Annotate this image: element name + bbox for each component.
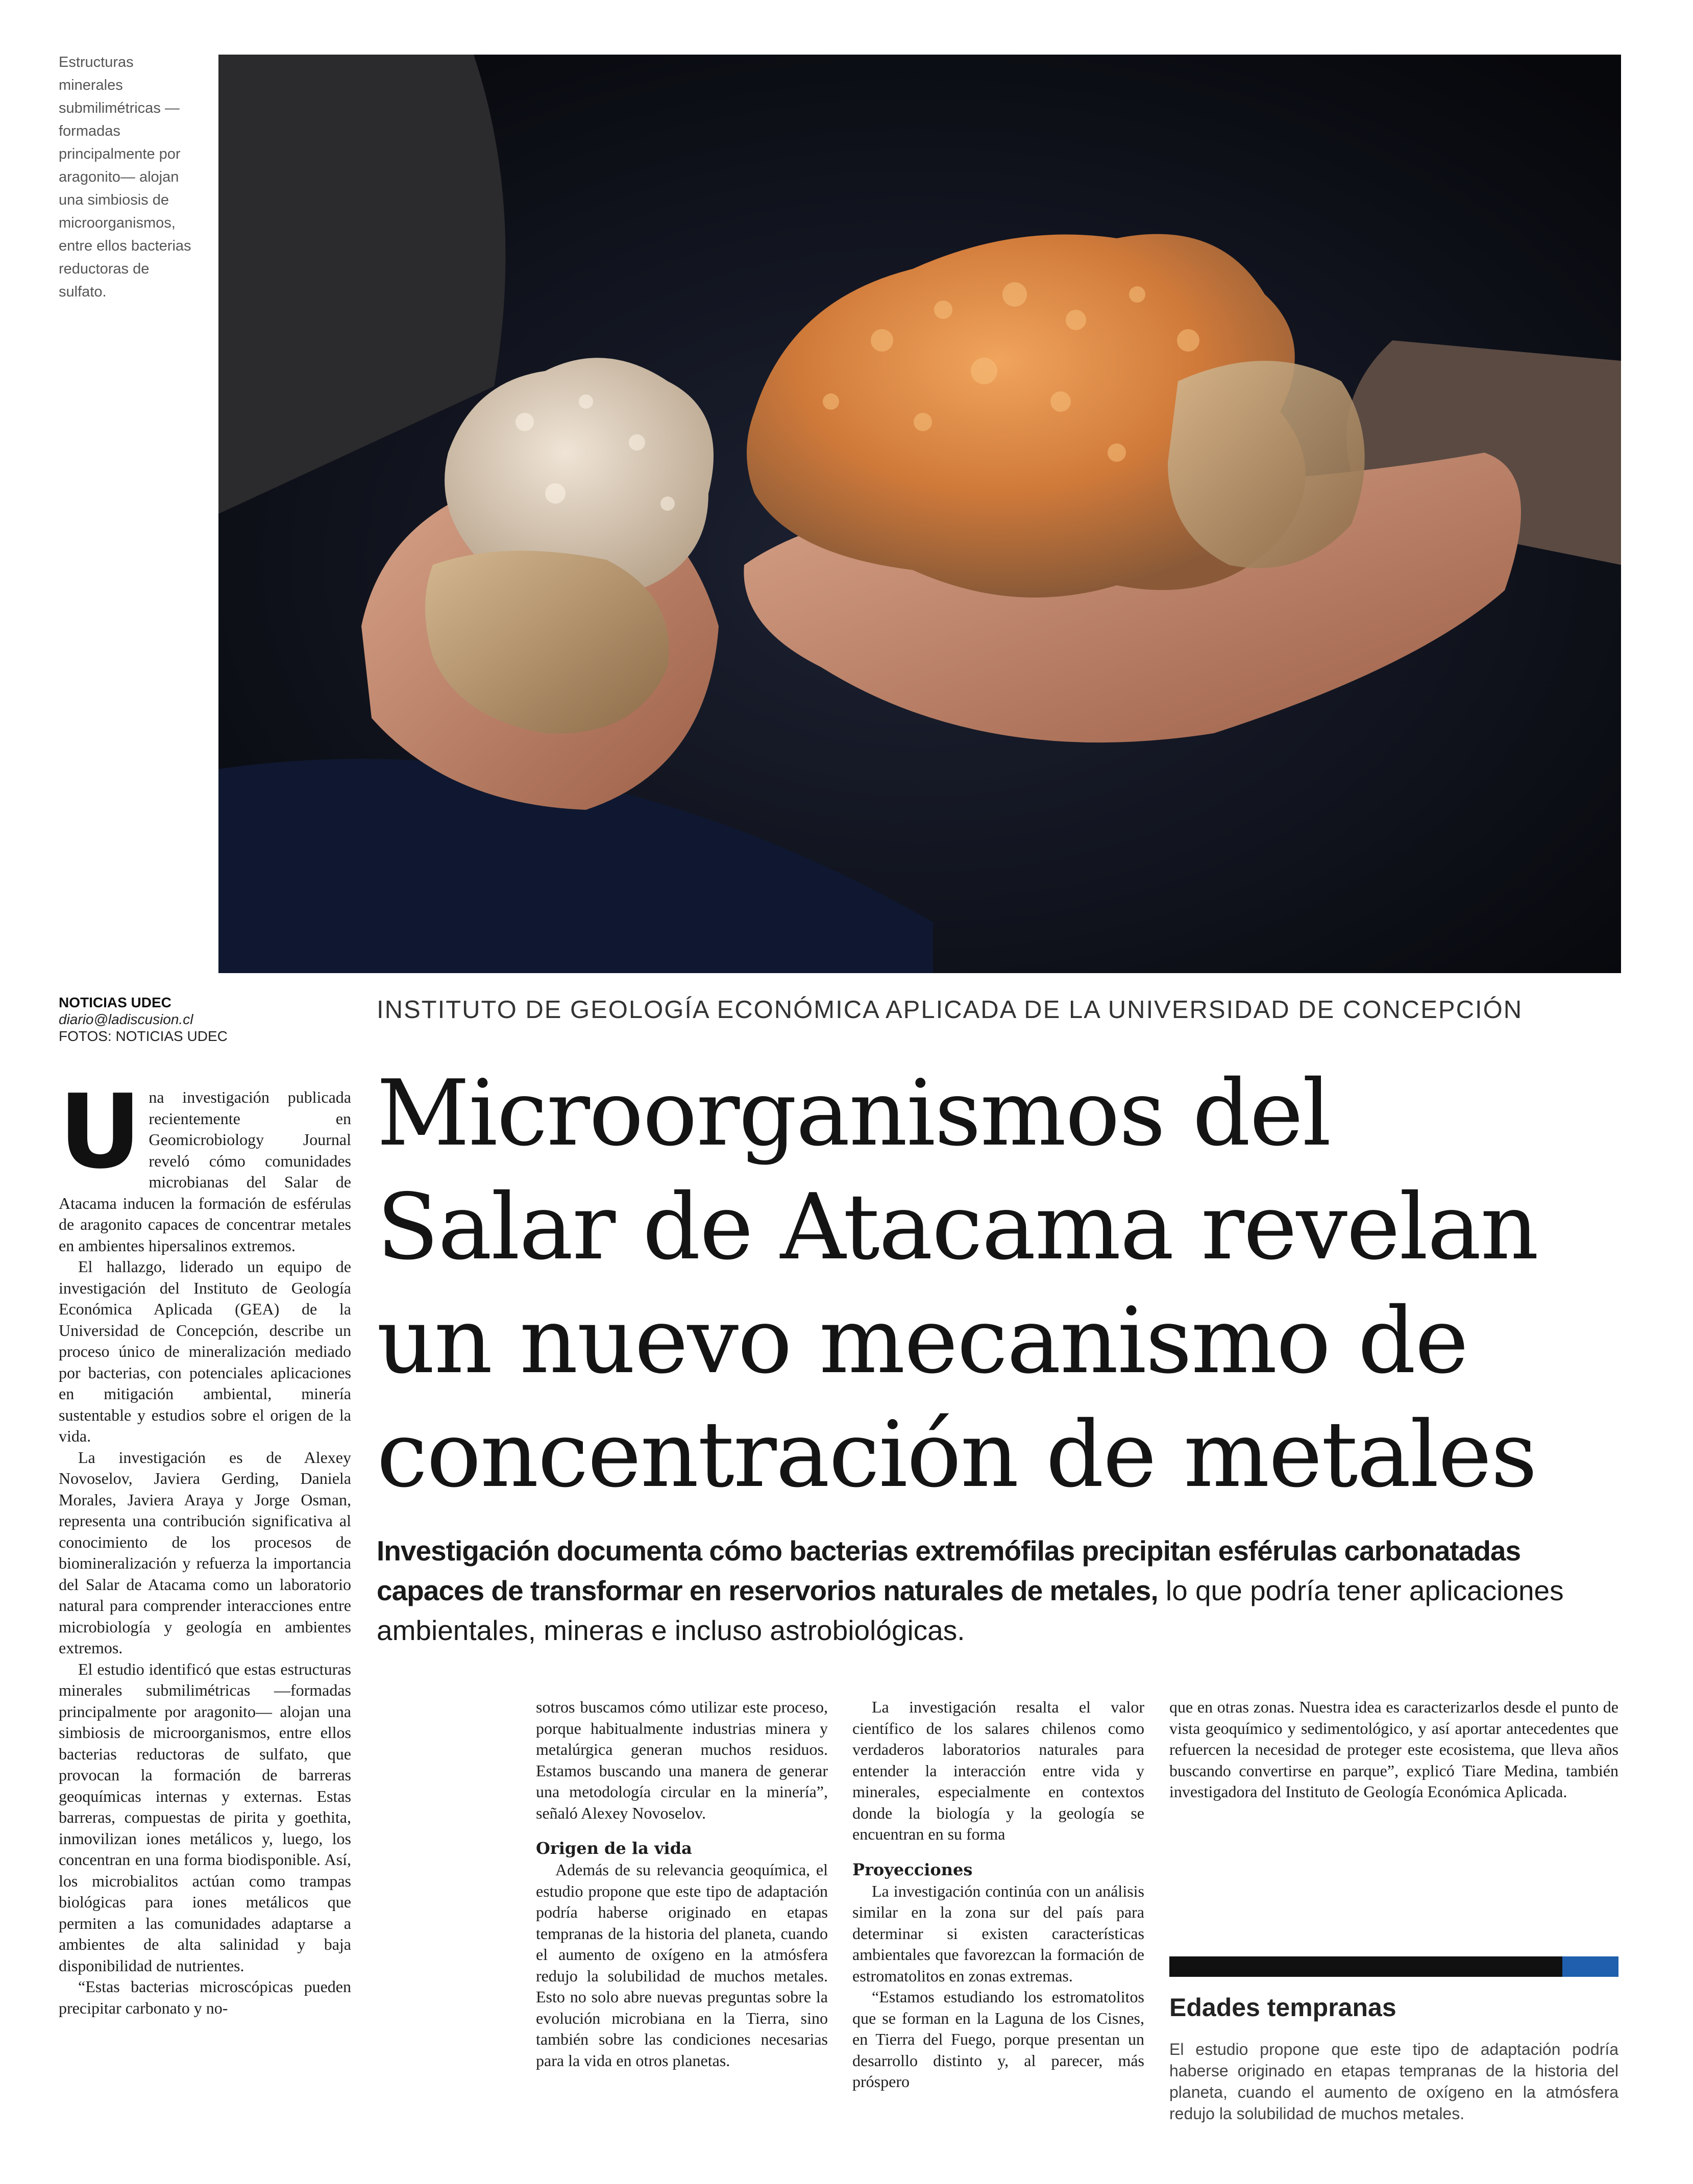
paragraph: “Estamos estudiando los estromatolitos que se forman en la Laguna de los Cisnes, en Tierra del Fuego, porque presentan un desarrollo distinto y, al parecer, más próspero bbox=[852, 1988, 1144, 2091]
photo-caption: Estructuras minerales submilimétricas —formadas principalmente por aragonito— alojan una simbiosis de microorganismos, entre ellos bacterias reductoras de sulfato. bbox=[59, 54, 191, 300]
sidebar-text: El estudio propone que este tipo de adaptación podría haberse originado en etapas tempranas de la historia del planeta, cuando el aumento de oxígeno en la atmósfera redujo la solubilidad de muchos metales. bbox=[1169, 2040, 1618, 2123]
sidebar-rule-accent bbox=[1562, 1956, 1618, 1977]
sidebar-rule-black bbox=[1169, 1956, 1562, 1977]
byline-author: NOTICIAS UDEC bbox=[59, 995, 171, 1010]
byline-photo-credit: FOTOS: NOTICIAS UDEC bbox=[59, 1028, 228, 1044]
headline-line: concentración de metales bbox=[377, 1402, 1537, 1507]
body-column-1 bbox=[59, 1073, 351, 2019]
paragraph: El estudio identificó que estas estructuras minerales submilimétricas —formadas principalmente por aragonito— alojan una simbiosis de microorganismos, entre ellos bacterias reductoras de sulfato, que provocan la formación de barreras geoquímicas internas y externas. Estas barreras, compuestas de pirita y goethita, inmovilizan iones metálicos y, luego, los concentran en una forma biodisponible. Así, los microbialitos actúan como trampas biológicas para iones metálicos que permiten a las comunidades adaptarse a ambientes de alta salinidad y baja disponibilidad de nutrientes. bbox=[59, 1659, 351, 1975]
deck-regular: lo que podría tener aplicaciones ambientales, mineras e incluso astrobiológicas. bbox=[377, 1575, 1564, 1646]
lead-paragraph bbox=[59, 1073, 351, 1256]
headline bbox=[377, 1056, 1622, 1511]
headline-line: Microorganismos del bbox=[377, 1060, 1331, 1166]
section-kicker: INSTITUTO DE GEOLOGÍA ECONÓMICA APLICADA DE LA UNIVERSIDAD DE CONCEPCIÓN bbox=[377, 996, 1523, 1024]
paragraph-text: na investigación publicada recientemente en Geomicrobiology Journal reveló cómo comunidades microbianas del Salar de Atacama inducen la formación de esférulas de aragonito capaces de concentrar metales en ambientes hipersalinos extremos. bbox=[59, 1088, 351, 1255]
sidebar-rule bbox=[1169, 1956, 1618, 1977]
paragraph: La investigación es de Alexey Novoselov, Javiera Gerding, Daniela Morales, Javiera Araya y Jorge Osman, representa una contribución significativa al conocimiento de los procesos de biomineralización y refuerza la importancia del Salar de Atacama como un laboratorio natural para comprender interacciones entre microbiología y geología en ambientes extremos. bbox=[59, 1448, 351, 1657]
byline bbox=[59, 994, 345, 1045]
body-column-3 bbox=[852, 1697, 1144, 2093]
drop-cap: U bbox=[59, 1073, 142, 1192]
paragraph: La investigación continúa con un análisis similar en la zona sur del país para determinar si existen características ambientales que favorezcan la formación de estromatolitos en zonas extremas. bbox=[852, 1881, 1144, 1985]
paragraph: sotros buscamos cómo utilizar este proceso, porque habitualmente industrias minera y metalúrgica generan muchos residuos. Estamos buscando una manera de generar una metodología circular en la minería”, señaló Alexey Novoselov. bbox=[536, 1698, 828, 1822]
body-column-4 bbox=[1169, 1697, 1618, 1803]
paragraph: La investigación resalta el valor científico de los salares chilenos como verdaderos laboratorios naturales para entender la interacción entre vida y minerales, especialmente en contextos donde la biología y la geología se encuentran en su forma bbox=[852, 1698, 1144, 1843]
subheading-proyecciones: Proyecciones bbox=[852, 1859, 973, 1879]
sidebar-title: Edades tempranas bbox=[1169, 1993, 1396, 2022]
deck bbox=[377, 1531, 1622, 1650]
minerals-in-hands-illustration bbox=[218, 55, 1621, 973]
headline-line: un nuevo mecanismo de bbox=[377, 1288, 1468, 1394]
byline-email: diario@ladiscusion.cl bbox=[59, 1011, 193, 1027]
body-column-2 bbox=[536, 1697, 828, 2071]
article-photo bbox=[218, 55, 1621, 973]
subheading-origen: Origen de la vida bbox=[536, 1839, 692, 1858]
paragraph: que en otras zonas. Nuestra idea es caracterizarlos desde el punto de vista geoquímico y sedimentológico, y así aportar antecedentes que refuercen la necesidad de proteger este ecosistema, que lleva años buscando convertirse en parque”, explicó Tiare Medina, también investigadora del Instituto de Geología Económica Aplicada. bbox=[1169, 1698, 1618, 1801]
paragraph: “Estas bacterias microscópicas pueden precipitar carbonato y no- bbox=[59, 1977, 351, 2017]
paragraph: Además de su relevancia geoquímica, el estudio propone que este tipo de adaptación podría haberse originado en etapas tempranas de la historia del planeta, cuando el aumento de oxígeno en la atmósfera redujo la solubilidad de muchos metales. Esto no solo abre nuevas preguntas sobre la evolución microbiana en la Tierra, sino también sobre las condiciones necesarias para la vida en otros planetas. bbox=[536, 1860, 828, 2070]
headline-line: Salar de Atacama revelan bbox=[377, 1174, 1538, 1280]
paragraph: El hallazgo, liderado un equipo de investigación del Instituto de Geología Económica Aplicada (GEA) de la Universidad de Concepción, describe un proceso único de mineralización mediado por bacterias, con potenciales aplicaciones en mitigación ambiental, minería sustentable y estudios sobre el origen de la vida. bbox=[59, 1257, 351, 1445]
deck-bold: Investigación documenta cómo bacterias extremófilas precipitan esférulas carbonatadas capaces de transformar en reservorios naturales de metales, bbox=[377, 1535, 1521, 1606]
